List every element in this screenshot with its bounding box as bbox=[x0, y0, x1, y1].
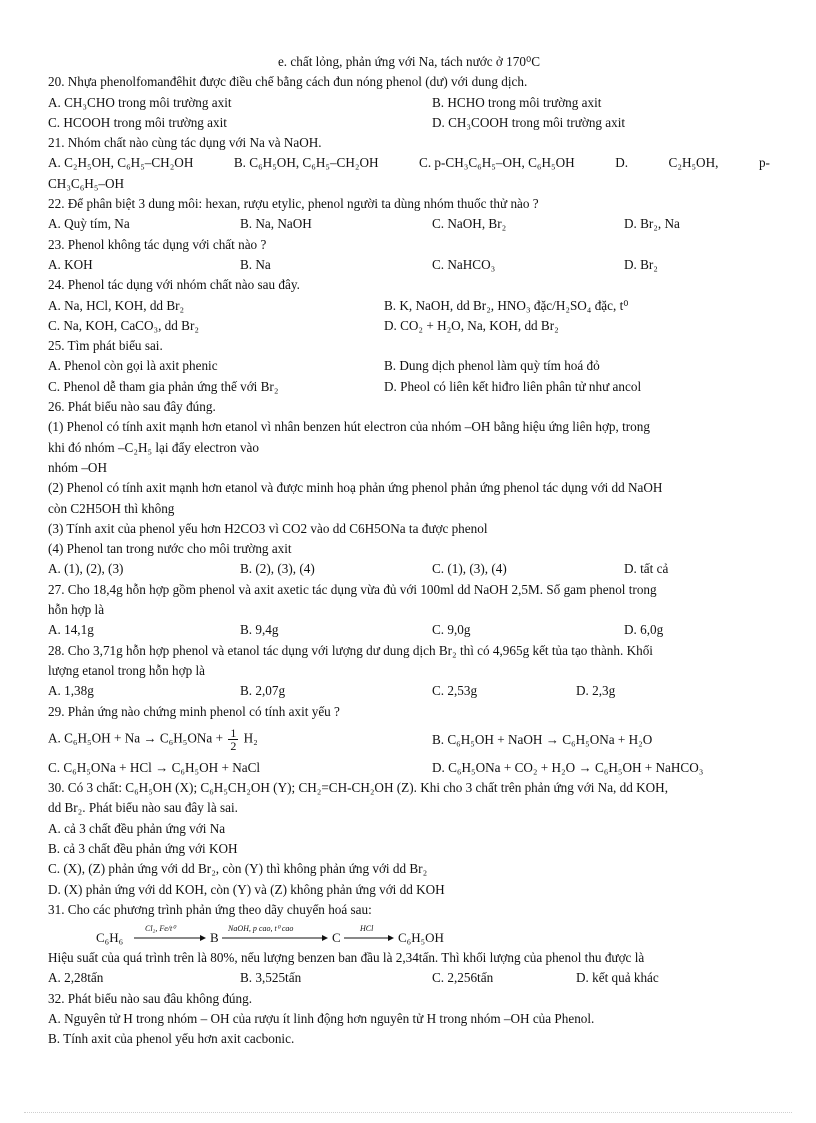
q22-option-d: D. Br₂, Na bbox=[624, 216, 680, 232]
q22-options bbox=[48, 214, 770, 234]
q26-option-b: B. (2), (3), (4) bbox=[240, 561, 315, 577]
q28-option-a: A. 1,38g bbox=[48, 683, 94, 699]
q26-statement-2b: còn C2H5OH thì không bbox=[48, 500, 175, 516]
q26-statement-1a: (1) Phenol có tính axit mạnh hơn etanol vì nhân benzen hút electron của nhóm –OH bằng hiệu ứng liên hợp, trong bbox=[48, 419, 650, 435]
q29-fraction bbox=[228, 727, 238, 752]
q21-option-d-part2: p- bbox=[758, 155, 770, 171]
q21-option-c: C. p-CH₃C₆H₅–OH, C₆H₅OH bbox=[419, 155, 575, 171]
q28-option-b: B. 2,07g bbox=[240, 683, 286, 699]
q31-text: Hiệu suất của quá trình trên là 80%, nếu lượng benzen ban đầu là 2,34tấn. Thì khối lượng của phenol thu được là bbox=[48, 950, 645, 966]
q25-options-row1 bbox=[48, 356, 770, 376]
q23-option-d: D. Br₂ bbox=[624, 256, 658, 272]
q30-option-c: C. (X), (Z) phản ứng với dd Br₂, còn (Y) thì không phản ứng với dd Br₂ bbox=[48, 861, 428, 877]
q22-stem: 22. Để phân biệt 3 dung môi: hexan, rượu etylic, phenol người ta dùng nhóm thuốc thử nào ? bbox=[48, 196, 539, 212]
q29-option-d: D. C₆H₅ONa + CO₂ + H₂O → C₆H₅OH + NaHCO₃ bbox=[432, 759, 704, 775]
q32-stem: 32. Phát biểu nào sau đâu không đúng. bbox=[48, 990, 253, 1006]
q21-option-d-cont: CH₃C₆H₅–OH bbox=[48, 175, 125, 191]
q26-statement-4: (4) Phenol tan trong nước cho môi trường axit bbox=[48, 541, 292, 557]
q28-option-d: D. 2,3g bbox=[576, 683, 616, 699]
q20-option-c: C. HCOOH trong môi trường axit bbox=[48, 114, 227, 130]
q25-option-c: C. Phenol dễ tham gia phản ứng thế với Br₂ bbox=[48, 378, 279, 394]
q31-option-a: A. 2,28tấn bbox=[48, 970, 104, 986]
q28-option-c: C. 2,53g bbox=[432, 683, 478, 699]
q29-fraction-num: 1 bbox=[230, 726, 237, 741]
q20-options-row1 bbox=[48, 93, 770, 113]
q26-stem: 26. Phát biểu nào sau đây đúng. bbox=[48, 399, 216, 415]
chain-species-0: C₆H₆ bbox=[96, 930, 124, 946]
q21-stem: 21. Nhóm chất nào cùng tác dụng với Na và NaOH. bbox=[48, 135, 322, 151]
q23-option-c: C. NaHCO₃ bbox=[432, 256, 496, 272]
chain-species-1: B bbox=[210, 930, 219, 946]
q25-options-row2 bbox=[48, 377, 770, 397]
q26-option-a: A. (1), (2), (3) bbox=[48, 561, 124, 577]
q25-option-a: A. Phenol còn gọi là axit phenic bbox=[48, 358, 218, 374]
q27-stem-a: 27. Cho 18,4g hỗn hợp gồm phenol và axit axetic tác dụng vừa đủ với 100ml dd NaOH 2,5M. Số gam phenol trong bbox=[48, 581, 657, 597]
q20-option-d: D. CH₃COOH trong môi trường axit bbox=[432, 114, 626, 130]
q29-option-a-right: H₂ bbox=[243, 730, 258, 746]
q27-option-c: C. 9,0g bbox=[432, 622, 471, 638]
q26-statement-1c: nhóm –OH bbox=[48, 459, 107, 475]
q31-chain-diagram bbox=[96, 920, 516, 948]
q25-option-b: B. Dung dịch phenol làm quỳ tím hoá đỏ bbox=[384, 358, 600, 374]
q23-options bbox=[48, 255, 770, 275]
q26-option-d: D. tất cả bbox=[624, 561, 669, 577]
q22-option-c: C. NaOH, Br₂ bbox=[432, 216, 507, 232]
q29-option-a-left: A. C₆H₅OH + Na → C₆H₅ONa + bbox=[48, 730, 224, 746]
q23-stem: 23. Phenol không tác dụng với chất nào ? bbox=[48, 236, 267, 252]
q26-option-c: C. (1), (3), (4) bbox=[432, 561, 507, 577]
q26-statement-2a: (2) Phenol có tính axit mạnh hơn etanol và được minh hoạ phản ứng phenol phản ứng phenol tác dụng với dd NaOH bbox=[48, 480, 663, 496]
q26-options bbox=[48, 559, 770, 579]
q26-statement-1b: khi đó nhóm –C₂H₅ lại đẩy electron vào bbox=[48, 439, 259, 455]
q28-stem-b: lượng etanol trong hỗn hợp là bbox=[48, 662, 205, 678]
q32-option-a: A. Nguyên tử H trong nhóm – OH của rượu ít linh động hơn nguyên tử H trong nhóm –OH của Phenol. bbox=[48, 1011, 595, 1027]
q20-stem: 20. Nhựa phenolfomanđêhit được điều chế bằng cách đun nóng phenol (dư) với dung dịch. bbox=[48, 74, 528, 90]
chain-reagent-3: HCl bbox=[360, 924, 374, 934]
q31-option-c: C. 2,256tấn bbox=[432, 970, 494, 986]
chain-reagent-1: Cl₂, Fe/t⁰ bbox=[145, 924, 176, 934]
q29-option-c: C. C₆H₅ONa + HCl → C₆H₅OH + NaCl bbox=[48, 759, 261, 775]
q22-option-b: B. Na, NaOH bbox=[240, 216, 312, 232]
q24-option-b: B. K, NaOH, dd Br₂, HNO₃ đặc/H₂SO₄ đặc, t⁰ bbox=[384, 297, 629, 313]
q24-option-a: A. Na, HCl, KOH, dd Br₂ bbox=[48, 297, 185, 313]
chain-arrowhead-1 bbox=[200, 935, 206, 941]
q31-option-d: D. kết quả khác bbox=[576, 970, 659, 986]
q21-options-row bbox=[48, 153, 770, 173]
q30-option-b: B. cả 3 chất đều phản ứng với KOH bbox=[48, 840, 238, 856]
q25-stem: 25. Tìm phát biểu sai. bbox=[48, 338, 163, 354]
q20-options-row2 bbox=[48, 113, 770, 133]
q24-option-c: C. Na, KOH, CaCO₃, dd Br₂ bbox=[48, 317, 199, 333]
q31-options bbox=[48, 968, 770, 988]
q22-option-a: A. Quỳ tím, Na bbox=[48, 216, 130, 232]
q28-options bbox=[48, 681, 770, 701]
q32-option-b: B. Tính axit của phenol yếu hơn axit cacbonic. bbox=[48, 1031, 295, 1047]
chain-reagent-2: NaOH, p cao, t⁰ cao bbox=[228, 924, 294, 934]
q27-option-d: D. 6,0g bbox=[624, 622, 664, 638]
q24-options-row1 bbox=[48, 296, 770, 316]
q27-stem-b: hỗn hợp là bbox=[48, 602, 105, 618]
header-line: e. chất lỏng, phản ứng với Na, tách nước ở 170⁰C bbox=[277, 54, 541, 69]
q29-options-row1 bbox=[48, 722, 770, 758]
document-page bbox=[48, 52, 770, 1050]
q30-stem-a: 30. Có 3 chất: C₆H₅OH (X); C₆H₅CH₂OH (Y); CH₂=CH-CH₂OH (Z). Khi cho 3 chất trên phản ứng với Na, dd KOH, bbox=[48, 780, 668, 796]
q20-option-b: B. HCHO trong môi trường axit bbox=[432, 94, 602, 110]
q23-option-a: A. KOH bbox=[48, 256, 93, 272]
q29-option-b: B. C₆H₅OH + NaOH → C₆H₅ONa + H₂O bbox=[432, 731, 653, 747]
q26-statement-3: (3) Tính axit của phenol yếu hơn H2CO3 vì CO2 vào dd C6H5ONa ta được phenol bbox=[48, 520, 488, 536]
q29-options-row2 bbox=[48, 758, 770, 778]
q31-reaction-chain bbox=[96, 920, 770, 948]
q24-stem: 24. Phenol tác dụng với nhóm chất nào sau đây. bbox=[48, 277, 300, 293]
chain-species-2: C bbox=[332, 930, 341, 946]
q21-option-b: B. C₆H₅OH, C₆H₅–CH₂OH bbox=[233, 155, 379, 171]
q27-option-b: B. 9,4g bbox=[240, 622, 279, 638]
chain-species-3: C₆H₅OH bbox=[398, 930, 444, 946]
q27-options bbox=[48, 620, 770, 640]
q21-option-a: A. C₂H₅OH, C₆H₅–CH₂OH bbox=[48, 155, 194, 171]
chain-arrowhead-2 bbox=[322, 935, 328, 941]
q29-option-a bbox=[48, 727, 432, 752]
q30-option-d: D. (X) phản ứng với dd KOH, còn (Y) và (Z) không phản ứng với dd KOH bbox=[48, 881, 445, 897]
q23-option-b: B. Na bbox=[240, 256, 271, 272]
page-bottom-divider bbox=[24, 1112, 792, 1113]
q29-fraction-den: 2 bbox=[230, 739, 237, 754]
q30-option-a: A. cả 3 chất đều phản ứng với Na bbox=[48, 820, 226, 836]
q21-option-d-part1: C₂H₅OH, bbox=[668, 155, 719, 171]
q24-options-row2 bbox=[48, 316, 770, 336]
q29-stem: 29. Phản ứng nào chứng minh phenol có tính axit yếu ? bbox=[48, 703, 340, 719]
q31-stem: 31. Cho các phương trình phản ứng theo dãy chuyển hoá sau: bbox=[48, 901, 372, 917]
q31-option-b: B. 3,525tấn bbox=[240, 970, 302, 986]
q30-stem-b: dd Br₂. Phát biểu nào sau đây là sai. bbox=[48, 800, 238, 816]
chain-arrowhead-3 bbox=[388, 935, 394, 941]
q24-option-d: D. CO₂ + H₂O, Na, KOH, dd Br₂ bbox=[384, 317, 559, 333]
q27-option-a: A. 14,1g bbox=[48, 622, 94, 638]
q28-stem-a: 28. Cho 3,71g hỗn hợp phenol và etanol tác dụng với lượng dư dung dịch Br₂ thì có 4,965g kết tủa tạo thành. Khối bbox=[48, 642, 653, 658]
q20-option-a: A. CH₃CHO trong môi trường axit bbox=[48, 94, 232, 110]
q25-option-d: D. Pheol có liên kết hiđro liên phân tử như ancol bbox=[384, 378, 642, 394]
q21-option-d-label: D. bbox=[615, 155, 629, 171]
